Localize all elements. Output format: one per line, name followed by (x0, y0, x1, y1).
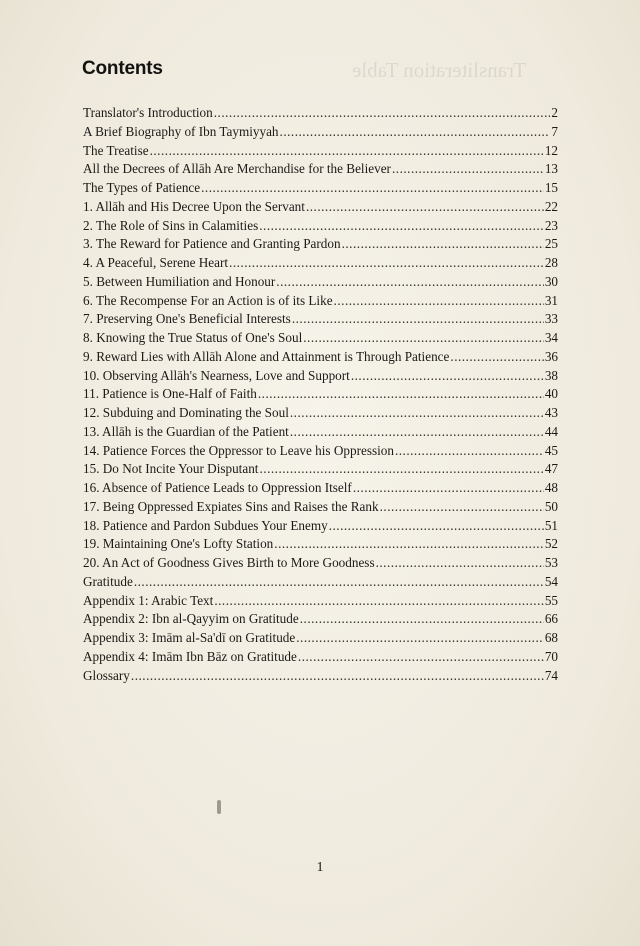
toc-leader-dots (351, 367, 544, 386)
contents-heading: Contents (82, 58, 163, 79)
toc-entry (83, 442, 558, 461)
toc-entry-title: 16. Absence of Patience Leads to Oppression Itself (83, 480, 352, 495)
toc-entry (83, 348, 558, 367)
toc-entry-title: 18. Patience and Pardon Subdues Your Enemy (83, 517, 328, 533)
toc-entry (83, 517, 558, 536)
toc-entry-page: 13 (544, 161, 558, 177)
toc-leader-dots (392, 160, 544, 179)
toc-entry-page: 30 (544, 273, 558, 289)
toc-entry (83, 235, 558, 254)
toc-entry-title: Appendix 2: Ibn al-Qayyim on Gratitude (83, 611, 299, 627)
toc-entry (83, 310, 558, 329)
toc-entry-title: 9. Reward Lies with Allāh Alone and Attainment is Through Patience (83, 348, 450, 364)
toc-entry (83, 648, 558, 667)
toc-leader-dots (258, 385, 544, 404)
toc-leader-dots (274, 535, 544, 554)
toc-leader-dots (342, 235, 544, 254)
toc-entry (83, 198, 558, 217)
toc-leader-dots (450, 348, 543, 367)
toc-entry-page: 68 (544, 630, 558, 645)
toc-leader-dots (290, 404, 544, 423)
toc-entry-title: The Treatise (83, 142, 149, 158)
toc-entry-page: 54 (544, 573, 558, 589)
toc-entry-page: 50 (544, 498, 558, 514)
toc-leader-dots (380, 498, 544, 517)
toc-entry-title: 7. Preserving One's Beneficial Interests (83, 311, 291, 327)
toc-entry-title: 1. Allāh and His Decree Upon the Servant (83, 198, 305, 214)
toc-entry (83, 573, 558, 592)
toc-entry (83, 667, 558, 686)
toc-entry (83, 104, 558, 123)
toc-leader-dots (306, 198, 544, 217)
toc-entry-page: 52 (544, 536, 558, 552)
toc-leader-dots (259, 460, 543, 479)
toc-entry-title: Appendix 1: Arabic Text (83, 592, 214, 608)
toc-entry-title: 5. Between Humiliation and Honour (83, 273, 276, 289)
bleed-through-text: Transliteration Table (352, 58, 527, 82)
toc-entry-page: 45 (544, 442, 558, 458)
toc-entry-page: 7 (551, 123, 558, 139)
toc-leader-dots (214, 592, 543, 611)
toc-entry (83, 123, 558, 142)
toc-entry-title: 17. Being Oppressed Expiates Sins and Raises the Rank (83, 498, 379, 514)
toc-entry (83, 179, 558, 198)
toc-entry-page: 31 (544, 292, 558, 308)
toc-entry-page: 40 (544, 386, 558, 402)
toc-entry-page: 74 (544, 667, 558, 683)
toc-entry-title: Gratitude (83, 573, 133, 589)
toc-leader-dots (298, 648, 544, 667)
toc-leader-dots (259, 217, 544, 236)
toc-leader-dots (201, 179, 544, 198)
toc-entry (83, 385, 558, 404)
toc-entry-page: 28 (544, 255, 558, 270)
toc-entry-title: 13. Allāh is the Guardian of the Patient (83, 423, 289, 439)
toc-entry-page: 38 (544, 367, 558, 383)
toc-leader-dots (276, 273, 544, 292)
toc-leader-dots (290, 423, 544, 442)
toc-entry-page: 48 (544, 480, 558, 495)
toc-entry-title: All the Decrees of Allāh Are Merchandise for the Believer (83, 161, 391, 177)
toc-leader-dots (296, 629, 544, 648)
toc-entry (83, 254, 558, 273)
toc-entry-page: 15 (544, 180, 558, 195)
toc-entry-title: 19. Maintaining One's Lofty Station (83, 536, 274, 552)
toc-entry-title: Glossary (83, 667, 130, 683)
toc-entry (83, 160, 558, 179)
toc-entry (83, 367, 558, 386)
toc-entry-title: 3. The Reward for Patience and Granting Pardon (83, 236, 341, 252)
toc-entry-title: 15. Do Not Incite Your Disputant (83, 461, 259, 477)
toc-entry-title: 20. An Act of Goodness Gives Birth to More Goodness (83, 555, 375, 570)
toc-entry-page: 25 (544, 236, 558, 252)
toc-entry-page: 53 (544, 555, 558, 570)
toc-entry-page: 33 (544, 311, 558, 327)
toc-entry-title: 4. A Peaceful, Serene Heart (83, 255, 229, 270)
toc-leader-dots (303, 329, 544, 348)
toc-leader-dots (300, 610, 544, 629)
ink-smudge (217, 800, 221, 814)
toc-entry-title: 6. The Recompense For an Action is of its Like (83, 292, 333, 308)
toc-entry (83, 460, 558, 479)
toc-entry-page: 34 (544, 330, 558, 345)
toc-entry-title: 11. Patience is One-Half of Faith (83, 386, 257, 402)
toc-leader-dots (376, 554, 544, 573)
toc-entry (83, 292, 558, 311)
toc-leader-dots (329, 517, 544, 536)
toc-entry-page: 2 (551, 105, 558, 120)
toc-entry-title: 2. The Role of Sins in Calamities (83, 217, 259, 233)
toc-leader-dots (292, 310, 544, 329)
toc-entry (83, 217, 558, 236)
toc-leader-dots (395, 442, 544, 461)
page-number: 1 (316, 860, 324, 875)
toc-entry-title: 10. Observing Allāh's Nearness, Love and Support (83, 367, 350, 383)
toc-entry-title: A Brief Biography of Ibn Taymiyyah (83, 123, 279, 139)
toc-entry (83, 273, 558, 292)
toc-entry-page: 66 (544, 611, 558, 627)
toc-entry-page: 43 (544, 405, 558, 420)
toc-entry-title: Appendix 4: Imām Ibn Bāz on Gratitude (83, 648, 297, 664)
toc-entry-page: 44 (544, 423, 558, 439)
toc-entry (83, 629, 558, 648)
toc-leader-dots (229, 254, 544, 273)
toc-entry-page: 36 (544, 348, 558, 364)
toc-entry-page: 70 (544, 648, 558, 664)
toc-entry-page: 55 (544, 592, 558, 608)
toc-entry (83, 498, 558, 517)
toc-entry-title: Appendix 3: Imām al-Sa'dī on Gratitude (83, 630, 296, 645)
toc-entry (83, 535, 558, 554)
toc-entry-title: 14. Patience Forces the Oppressor to Leave his Oppression (83, 442, 394, 458)
toc-entry-title: 8. Knowing the True Status of One's Soul (83, 330, 303, 345)
toc-entry-title: Translator's Introduction (83, 105, 213, 120)
toc-leader-dots (334, 292, 544, 311)
toc-leader-dots (150, 142, 544, 161)
toc-entry (83, 592, 558, 611)
toc-entry (83, 329, 558, 348)
toc-entry (83, 610, 558, 629)
toc-entry-page: 51 (544, 517, 558, 533)
toc-entry-page: 12 (544, 142, 558, 158)
toc-entry-title: The Types of Patience (83, 180, 201, 195)
table-of-contents (83, 104, 558, 685)
toc-entry (83, 142, 558, 161)
toc-leader-dots (280, 123, 551, 142)
toc-entry (83, 404, 558, 423)
toc-entry (83, 479, 558, 498)
toc-leader-dots (131, 667, 544, 686)
toc-entry (83, 554, 558, 573)
toc-leader-dots (353, 479, 544, 498)
toc-entry (83, 423, 558, 442)
toc-entry-title: 12. Subduing and Dominating the Soul (83, 405, 289, 420)
toc-leader-dots (214, 104, 551, 123)
toc-entry-page: 23 (544, 217, 558, 233)
toc-entry-page: 22 (544, 198, 558, 214)
toc-entry-page: 47 (544, 461, 558, 477)
toc-leader-dots (134, 573, 544, 592)
